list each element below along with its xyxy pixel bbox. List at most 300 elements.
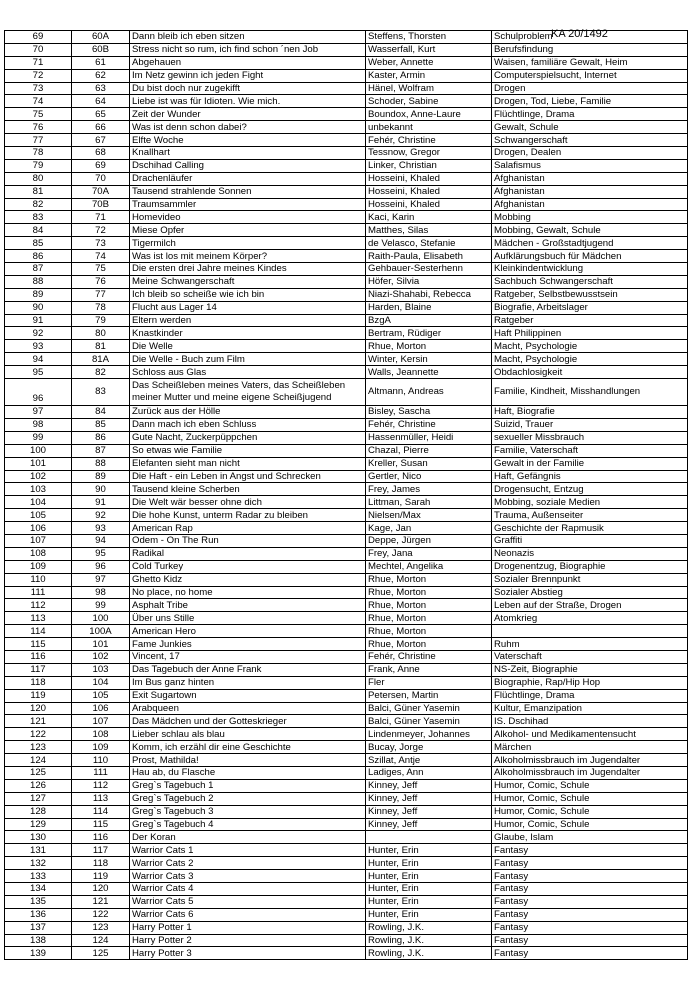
book-topic: Fantasy	[492, 844, 688, 857]
row-number: 70	[5, 43, 72, 56]
table-row	[5, 818, 688, 831]
table-row	[5, 147, 688, 160]
book-topic: Sachbuch Schwangerschaft	[492, 275, 688, 288]
book-author: Kaster, Armin	[366, 69, 492, 82]
table-row	[5, 340, 688, 353]
book-number: 100A	[72, 625, 130, 638]
table-row	[5, 650, 688, 663]
book-topic: Fantasy	[492, 908, 688, 921]
book-number: 70A	[72, 185, 130, 198]
book-topic: Afghanistan	[492, 172, 688, 185]
row-number: 113	[5, 612, 72, 625]
book-author: Altmann, Andreas	[366, 379, 492, 406]
book-author: Hosseini, Khaled	[366, 198, 492, 211]
book-title: Knastkinder	[130, 327, 366, 340]
book-title: Komm, ich erzähl dir eine Geschichte	[130, 741, 366, 754]
row-number: 106	[5, 522, 72, 535]
book-number: 103	[72, 663, 130, 676]
book-author: Fehér, Christine	[366, 134, 492, 147]
book-topic: Schulproblem	[492, 31, 688, 44]
table-row	[5, 908, 688, 921]
book-title: Die Welt wär besser ohne dich	[130, 496, 366, 509]
book-author: Littman, Sarah	[366, 496, 492, 509]
book-author: unbekannt	[366, 121, 492, 134]
row-number: 73	[5, 82, 72, 95]
book-number: 68	[72, 147, 130, 160]
table-row	[5, 792, 688, 805]
book-author: Balci, Güner Yasemin	[366, 715, 492, 728]
row-number: 138	[5, 934, 72, 947]
table-row	[5, 857, 688, 870]
book-topic: Trauma, Außenseiter	[492, 509, 688, 522]
book-topic: Obdachlosigkeit	[492, 366, 688, 379]
book-title: Was ist denn schon dabei?	[130, 121, 366, 134]
book-title: Zeit der Wunder	[130, 108, 366, 121]
book-title: Harry Potter 3	[130, 947, 366, 960]
book-number: 87	[72, 444, 130, 457]
book-topic: Schwangerschaft	[492, 134, 688, 147]
book-title: Ich bleib so scheiße wie ich bin	[130, 288, 366, 301]
table-row	[5, 379, 688, 406]
book-number: 112	[72, 779, 130, 792]
book-number: 117	[72, 844, 130, 857]
book-title: Meine Schwangerschaft	[130, 275, 366, 288]
book-author: Rhue, Morton	[366, 599, 492, 612]
table-row	[5, 844, 688, 857]
row-number: 102	[5, 470, 72, 483]
book-number: 84	[72, 406, 130, 419]
book-author: Hunter, Erin	[366, 844, 492, 857]
row-number: 82	[5, 198, 72, 211]
row-number: 132	[5, 857, 72, 870]
book-number: 62	[72, 69, 130, 82]
table-row	[5, 689, 688, 702]
book-number: 98	[72, 586, 130, 599]
book-title: Greg`s Tagebuch 4	[130, 818, 366, 831]
row-number: 107	[5, 534, 72, 547]
book-topic: sexueller Missbrauch	[492, 431, 688, 444]
table-row	[5, 702, 688, 715]
table-row	[5, 573, 688, 586]
book-author: Rhue, Morton	[366, 638, 492, 651]
book-topic: Sozialer Brennpunkt	[492, 573, 688, 586]
book-title: American Rap	[130, 522, 366, 535]
archive-stamp: KA 20/1492	[551, 28, 608, 40]
book-author: Kinney, Jeff	[366, 805, 492, 818]
table-row	[5, 69, 688, 82]
book-title: Schloss aus Glas	[130, 366, 366, 379]
book-title: Flucht aus Lager 14	[130, 301, 366, 314]
book-number: 60B	[72, 43, 130, 56]
book-author: Fehér, Christine	[366, 418, 492, 431]
table-row	[5, 509, 688, 522]
book-title: Dschihad Calling	[130, 159, 366, 172]
book-title: Warrior Cats 6	[130, 908, 366, 921]
book-topic: Mobbing	[492, 211, 688, 224]
book-title: Die ersten drei Jahre meines Kindes	[130, 263, 366, 276]
book-author	[366, 831, 492, 844]
book-title: Radikal	[130, 547, 366, 560]
book-number: 123	[72, 921, 130, 934]
book-number: 76	[72, 275, 130, 288]
book-number: 66	[72, 121, 130, 134]
row-number: 101	[5, 457, 72, 470]
book-title: Eltern werden	[130, 314, 366, 327]
book-number: 97	[72, 573, 130, 586]
book-number: 80	[72, 327, 130, 340]
book-topic: Ruhm	[492, 638, 688, 651]
book-title: Warrior Cats 5	[130, 895, 366, 908]
book-author: Kinney, Jeff	[366, 792, 492, 805]
book-title: Fame Junkies	[130, 638, 366, 651]
book-topic: Humor, Comic, Schule	[492, 818, 688, 831]
book-title: Miese Opfer	[130, 224, 366, 237]
book-topic: Haft Philippinen	[492, 327, 688, 340]
book-title: No place, no home	[130, 586, 366, 599]
row-number: 111	[5, 586, 72, 599]
row-number: 95	[5, 366, 72, 379]
book-number: 96	[72, 560, 130, 573]
book-number: 73	[72, 237, 130, 250]
book-number: 88	[72, 457, 130, 470]
book-topic: Drogen	[492, 82, 688, 95]
book-title: Stress nicht so rum, ich find schon ´nen Job	[130, 43, 366, 56]
book-title: So etwas wie Familie	[130, 444, 366, 457]
table-row	[5, 198, 688, 211]
row-number: 91	[5, 314, 72, 327]
table-row	[5, 366, 688, 379]
table-row	[5, 947, 688, 960]
table-row	[5, 805, 688, 818]
book-topic: Alkohol- und Medikamentensucht	[492, 728, 688, 741]
table-row	[5, 934, 688, 947]
book-topic: Fantasy	[492, 921, 688, 934]
book-author: Harden, Blaine	[366, 301, 492, 314]
book-title: Dann bleib ich eben sitzen	[130, 31, 366, 44]
row-number: 103	[5, 483, 72, 496]
book-author: Kinney, Jeff	[366, 818, 492, 831]
book-topic: Geschichte der Rapmusik	[492, 522, 688, 535]
book-title: Hau ab, du Flasche	[130, 766, 366, 779]
book-topic: Afghanistan	[492, 198, 688, 211]
book-number: 111	[72, 766, 130, 779]
book-author: Hunter, Erin	[366, 895, 492, 908]
row-number: 90	[5, 301, 72, 314]
book-number: 120	[72, 883, 130, 896]
book-topic: Gewalt, Schule	[492, 121, 688, 134]
book-author: Rhue, Morton	[366, 612, 492, 625]
book-number: 63	[72, 82, 130, 95]
book-topic: Afghanistan	[492, 185, 688, 198]
table-row	[5, 599, 688, 612]
book-author: Hunter, Erin	[366, 870, 492, 883]
table-row	[5, 921, 688, 934]
book-title: Das Tagebuch der Anne Frank	[130, 663, 366, 676]
book-topic: Suizid, Trauer	[492, 418, 688, 431]
book-author: Frey, James	[366, 483, 492, 496]
row-number: 98	[5, 418, 72, 431]
book-title: Tausend strahlende Sonnen	[130, 185, 366, 198]
table-row	[5, 263, 688, 276]
book-author: BzgA	[366, 314, 492, 327]
book-title: Gute Nacht, Zuckerpüppchen	[130, 431, 366, 444]
book-title: Das Mädchen und der Gotteskrieger	[130, 715, 366, 728]
book-author: Walls, Jeannette	[366, 366, 492, 379]
book-title: Im Bus ganz hinten	[130, 676, 366, 689]
row-number: 85	[5, 237, 72, 250]
book-author: Szillat, Antje	[366, 754, 492, 767]
row-number: 127	[5, 792, 72, 805]
book-number: 93	[72, 522, 130, 535]
row-number: 96	[5, 379, 72, 406]
book-topic: NS-Zeit, Biographie	[492, 663, 688, 676]
book-number: 118	[72, 857, 130, 870]
row-number: 80	[5, 172, 72, 185]
book-author: Gertler, Nico	[366, 470, 492, 483]
book-author: Rhue, Morton	[366, 573, 492, 586]
row-number: 93	[5, 340, 72, 353]
book-topic: Drogen, Tod, Liebe, Familie	[492, 95, 688, 108]
book-topic: Flüchtlinge, Drama	[492, 689, 688, 702]
book-author: Petersen, Martin	[366, 689, 492, 702]
book-author: Nielsen/Max	[366, 509, 492, 522]
book-title: Im Netz gewinn ich jeden Fight	[130, 69, 366, 82]
book-number: 113	[72, 792, 130, 805]
book-author: Tessnow, Gregor	[366, 147, 492, 160]
row-number: 71	[5, 56, 72, 69]
book-author: Kinney, Jeff	[366, 779, 492, 792]
row-number: 78	[5, 147, 72, 160]
book-topic: Gewalt in der Familie	[492, 457, 688, 470]
book-author: Boundox, Anne-Laure	[366, 108, 492, 121]
book-topic: Fantasy	[492, 895, 688, 908]
book-title: Zurück aus der Hölle	[130, 406, 366, 419]
book-author: Deppe, Jürgen	[366, 534, 492, 547]
book-author: Hunter, Erin	[366, 883, 492, 896]
book-author: Höfer, Silvia	[366, 275, 492, 288]
row-number: 88	[5, 275, 72, 288]
row-number: 105	[5, 509, 72, 522]
book-title: Lieber schlau als blau	[130, 728, 366, 741]
book-topic: Atomkrieg	[492, 612, 688, 625]
book-title: Exit Sugartown	[130, 689, 366, 702]
row-number: 74	[5, 95, 72, 108]
row-number: 84	[5, 224, 72, 237]
book-number: 109	[72, 741, 130, 754]
table-row	[5, 237, 688, 250]
table-row	[5, 431, 688, 444]
table-row	[5, 638, 688, 651]
book-topic: Computerspielsucht, Internet	[492, 69, 688, 82]
book-number: 83	[72, 379, 130, 406]
row-number: 76	[5, 121, 72, 134]
book-title: Warrior Cats 3	[130, 870, 366, 883]
book-number: 95	[72, 547, 130, 560]
row-number: 120	[5, 702, 72, 715]
table-row	[5, 108, 688, 121]
table-row	[5, 831, 688, 844]
table-row	[5, 870, 688, 883]
book-author: Bucay, Jorge	[366, 741, 492, 754]
book-topic: Biografie, Arbeitslager	[492, 301, 688, 314]
book-author: Hassenmüller, Heidi	[366, 431, 492, 444]
book-topic: Humor, Comic, Schule	[492, 805, 688, 818]
book-topic: Haft, Biografie	[492, 406, 688, 419]
table-row	[5, 534, 688, 547]
row-number: 128	[5, 805, 72, 818]
book-number: 92	[72, 509, 130, 522]
book-topic: IS. Dschihad	[492, 715, 688, 728]
book-number: 89	[72, 470, 130, 483]
row-number: 137	[5, 921, 72, 934]
book-author: Fler	[366, 676, 492, 689]
book-title: Die Welle - Buch zum Film	[130, 353, 366, 366]
book-number: 110	[72, 754, 130, 767]
row-number: 79	[5, 159, 72, 172]
table-row	[5, 314, 688, 327]
book-number: 125	[72, 947, 130, 960]
row-number: 69	[5, 31, 72, 44]
book-number: 82	[72, 366, 130, 379]
table-row	[5, 457, 688, 470]
row-number: 139	[5, 947, 72, 960]
book-author: Hosseini, Khaled	[366, 185, 492, 198]
row-number: 86	[5, 250, 72, 263]
book-author: Kaci, Karin	[366, 211, 492, 224]
row-number: 87	[5, 263, 72, 276]
row-number: 125	[5, 766, 72, 779]
book-author: Hänel, Wolfram	[366, 82, 492, 95]
book-title: Vincent, 17	[130, 650, 366, 663]
book-topic: Waisen, familiäre Gewalt, Heim	[492, 56, 688, 69]
table-row	[5, 483, 688, 496]
book-author: Niazi-Shahabi, Rebecca	[366, 288, 492, 301]
table-row	[5, 250, 688, 263]
row-number: 83	[5, 211, 72, 224]
table-row	[5, 754, 688, 767]
book-topic: Fantasy	[492, 870, 688, 883]
table-row	[5, 883, 688, 896]
row-number: 92	[5, 327, 72, 340]
book-title: Greg`s Tagebuch 1	[130, 779, 366, 792]
row-number: 81	[5, 185, 72, 198]
table-row	[5, 185, 688, 198]
book-title: Elfte Woche	[130, 134, 366, 147]
table-row	[5, 353, 688, 366]
book-topic: Mädchen - Großstadtjugend	[492, 237, 688, 250]
book-title: Traumsammler	[130, 198, 366, 211]
book-number: 70B	[72, 198, 130, 211]
book-list-table	[4, 30, 688, 960]
book-topic: Fantasy	[492, 947, 688, 960]
table-row	[5, 496, 688, 509]
book-number: 107	[72, 715, 130, 728]
book-title: Über uns Stille	[130, 612, 366, 625]
book-topic: Humor, Comic, Schule	[492, 779, 688, 792]
book-topic: Salafismus	[492, 159, 688, 172]
book-number: 114	[72, 805, 130, 818]
book-author: Frank, Anne	[366, 663, 492, 676]
row-number: 118	[5, 676, 72, 689]
table-row	[5, 406, 688, 419]
book-topic: Vaterschaft	[492, 650, 688, 663]
book-number: 104	[72, 676, 130, 689]
book-title: Homevideo	[130, 211, 366, 224]
book-number: 85	[72, 418, 130, 431]
table-row	[5, 301, 688, 314]
table-row	[5, 741, 688, 754]
book-list-body	[5, 31, 688, 960]
book-topic: Familie, Kindheit, Misshandlungen	[492, 379, 688, 406]
book-title: Asphalt Tribe	[130, 599, 366, 612]
book-number: 106	[72, 702, 130, 715]
row-number: 135	[5, 895, 72, 908]
book-number: 99	[72, 599, 130, 612]
row-number: 75	[5, 108, 72, 121]
row-number: 97	[5, 406, 72, 419]
book-number: 74	[72, 250, 130, 263]
row-number: 94	[5, 353, 72, 366]
book-topic: Fantasy	[492, 934, 688, 947]
book-author: Rowling, J.K.	[366, 947, 492, 960]
book-author: Wasserfall, Kurt	[366, 43, 492, 56]
table-row	[5, 586, 688, 599]
book-topic: Ratgeber, Selbstbewusstsein	[492, 288, 688, 301]
book-number: 115	[72, 818, 130, 831]
table-row	[5, 275, 688, 288]
book-author: Kreller, Susan	[366, 457, 492, 470]
table-row	[5, 547, 688, 560]
table-row	[5, 43, 688, 56]
book-author: Matthes, Silas	[366, 224, 492, 237]
table-row	[5, 779, 688, 792]
book-title: Odem - On The Run	[130, 534, 366, 547]
table-row	[5, 211, 688, 224]
book-title: Das Scheißleben meines Vaters, das Scheißleben meiner Mutter und meine eigene Scheißjugend	[130, 379, 366, 406]
book-number: 61	[72, 56, 130, 69]
book-author: Winter, Kersin	[366, 353, 492, 366]
book-topic: Mobbing, Gewalt, Schule	[492, 224, 688, 237]
table-row	[5, 522, 688, 535]
book-title: Du bist doch nur zugekifft	[130, 82, 366, 95]
book-topic: Drogensucht, Entzug	[492, 483, 688, 496]
book-author: Rowling, J.K.	[366, 934, 492, 947]
book-title: Warrior Cats 1	[130, 844, 366, 857]
book-author: Ladiges, Ann	[366, 766, 492, 779]
book-number: 79	[72, 314, 130, 327]
book-author: Rhue, Morton	[366, 340, 492, 353]
row-number: 136	[5, 908, 72, 921]
book-topic: Fantasy	[492, 857, 688, 870]
book-author: Bertram, Rüdiger	[366, 327, 492, 340]
book-author: Frey, Jana	[366, 547, 492, 560]
book-author: Raith-Paula, Elisabeth	[366, 250, 492, 263]
book-topic: Kleinkindentwicklung	[492, 263, 688, 276]
table-row	[5, 766, 688, 779]
row-number: 123	[5, 741, 72, 754]
book-author: Mechtel, Angelika	[366, 560, 492, 573]
book-topic: Alkoholmissbrauch im Jugendalter	[492, 754, 688, 767]
table-row	[5, 895, 688, 908]
book-title: Knallhart	[130, 147, 366, 160]
book-author: Bisley, Sascha	[366, 406, 492, 419]
table-row	[5, 612, 688, 625]
book-number: 71	[72, 211, 130, 224]
table-row	[5, 676, 688, 689]
book-topic: Ratgeber	[492, 314, 688, 327]
book-number: 122	[72, 908, 130, 921]
book-title: Warrior Cats 2	[130, 857, 366, 870]
